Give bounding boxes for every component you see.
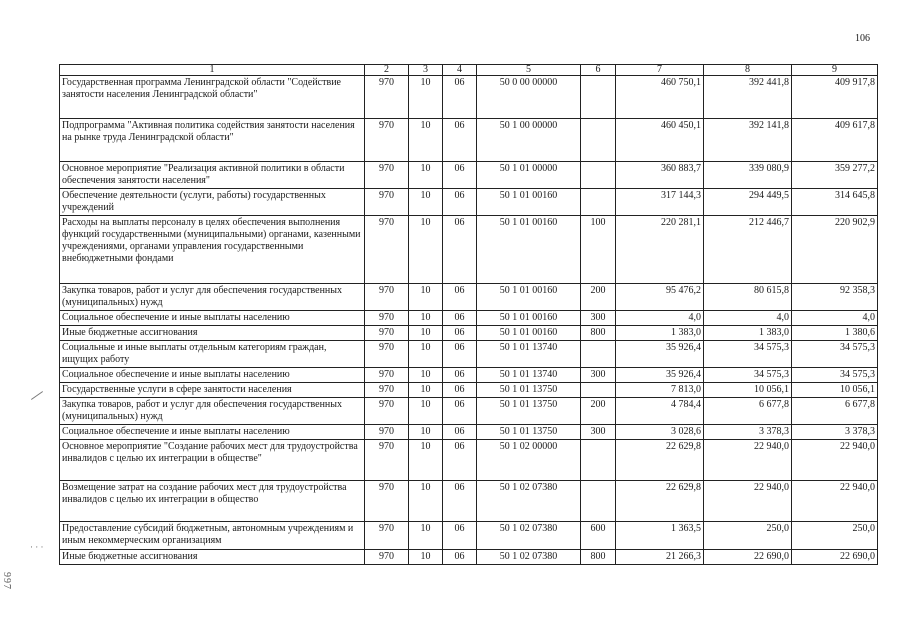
row-value-cell: 1 383,0 <box>616 326 704 341</box>
row-value-cell: 10 <box>409 481 443 522</box>
row-value-cell: 970 <box>365 425 409 440</box>
row-value-cell: 970 <box>365 481 409 522</box>
row-value-cell: 06 <box>443 398 477 425</box>
row-value-cell: 100 <box>581 216 616 284</box>
column-header: 6 <box>581 65 616 76</box>
row-value-cell: 3 378,3 <box>792 425 878 440</box>
table-row <box>60 481 878 522</box>
row-value-cell: 50 1 02 07380 <box>477 481 581 522</box>
row-value-cell: 06 <box>443 440 477 481</box>
row-value-cell: 970 <box>365 341 409 368</box>
margin-dots: · · · <box>30 542 44 552</box>
row-value-cell: 970 <box>365 76 409 119</box>
row-value-cell: 50 1 02 07380 <box>477 550 581 565</box>
row-value-cell: 317 144,3 <box>616 189 704 216</box>
row-value-cell: 92 358,3 <box>792 284 878 311</box>
row-value-cell: 1 383,0 <box>704 326 792 341</box>
table-row <box>60 119 878 162</box>
row-value-cell: 10 <box>409 425 443 440</box>
row-value-cell: 800 <box>581 326 616 341</box>
row-value-cell: 50 1 02 00000 <box>477 440 581 481</box>
table-row <box>60 425 878 440</box>
row-value-cell: 10 <box>409 311 443 326</box>
row-value-cell: 970 <box>365 119 409 162</box>
row-value-cell: 06 <box>443 216 477 284</box>
row-name-cell: Закупка товаров, работ и услуг для обеспечения государственных (муниципальных) нужд <box>60 284 365 311</box>
row-value-cell: 06 <box>443 341 477 368</box>
row-value-cell: 409 617,8 <box>792 119 878 162</box>
table-row <box>60 189 878 216</box>
row-value-cell: 600 <box>581 522 616 550</box>
row-value-cell: 50 1 01 00160 <box>477 216 581 284</box>
row-value-cell: 300 <box>581 425 616 440</box>
column-header: 4 <box>443 65 477 76</box>
row-value-cell: 220 281,1 <box>616 216 704 284</box>
table-row <box>60 284 878 311</box>
table-row <box>60 383 878 398</box>
row-value-cell: 06 <box>443 326 477 341</box>
row-value-cell: 10 056,1 <box>704 383 792 398</box>
table-body <box>60 76 878 565</box>
table-row <box>60 311 878 326</box>
table-row <box>60 162 878 189</box>
row-value-cell: 10 <box>409 189 443 216</box>
row-name-cell: Социальные и иные выплаты отдельным категориям граждан, ищущих работу <box>60 341 365 368</box>
row-value-cell: 22 940,0 <box>704 481 792 522</box>
column-header: 8 <box>704 65 792 76</box>
row-value-cell: 95 476,2 <box>616 284 704 311</box>
row-value-cell: 50 1 01 13750 <box>477 383 581 398</box>
budget-table <box>59 64 878 565</box>
row-value-cell: 10 <box>409 216 443 284</box>
column-header: 9 <box>792 65 878 76</box>
row-value-cell: 6 677,8 <box>792 398 878 425</box>
row-name-cell: Иные бюджетные ассигнования <box>60 326 365 341</box>
row-value-cell <box>581 481 616 522</box>
table-row <box>60 550 878 565</box>
row-value-cell: 06 <box>443 284 477 311</box>
row-name-cell: Основное мероприятие "Создание рабочих мест для трудоустройства инвалидов с целью их интеграции в обществе" <box>60 440 365 481</box>
row-name-cell: Предоставление субсидий бюджетным, автономным учреждениям и иным некоммерческим организациям <box>60 522 365 550</box>
header-row <box>60 65 878 76</box>
row-value-cell: 50 1 01 00160 <box>477 311 581 326</box>
row-value-cell: 50 1 00 00000 <box>477 119 581 162</box>
row-value-cell: 970 <box>365 550 409 565</box>
row-value-cell: 10 <box>409 284 443 311</box>
row-value-cell <box>581 341 616 368</box>
row-value-cell: 50 1 01 13740 <box>477 368 581 383</box>
column-header: 1 <box>60 65 365 76</box>
row-value-cell: 06 <box>443 189 477 216</box>
row-value-cell: 22 690,0 <box>704 550 792 565</box>
row-value-cell: 06 <box>443 425 477 440</box>
row-value-cell: 35 926,4 <box>616 341 704 368</box>
row-value-cell: 06 <box>443 481 477 522</box>
table-row <box>60 368 878 383</box>
row-value-cell: 460 750,1 <box>616 76 704 119</box>
row-value-cell: 970 <box>365 216 409 284</box>
row-value-cell <box>581 440 616 481</box>
row-value-cell: 970 <box>365 383 409 398</box>
row-value-cell: 10 <box>409 341 443 368</box>
row-value-cell: 250,0 <box>704 522 792 550</box>
row-value-cell: 10 <box>409 119 443 162</box>
table-row <box>60 341 878 368</box>
row-value-cell: 6 677,8 <box>704 398 792 425</box>
table-row <box>60 440 878 481</box>
table-row <box>60 522 878 550</box>
row-name-cell: Закупка товаров, работ и услуг для обеспечения государственных (муниципальных) нужд <box>60 398 365 425</box>
row-value-cell: 10 <box>409 550 443 565</box>
row-value-cell: 22 629,8 <box>616 440 704 481</box>
row-value-cell: 800 <box>581 550 616 565</box>
row-value-cell: 80 615,8 <box>704 284 792 311</box>
row-value-cell: 50 1 01 00160 <box>477 326 581 341</box>
row-value-cell <box>581 189 616 216</box>
row-value-cell: 06 <box>443 119 477 162</box>
row-value-cell: 34 575,3 <box>792 368 878 383</box>
row-value-cell: 10 <box>409 326 443 341</box>
row-value-cell: 50 1 01 13740 <box>477 341 581 368</box>
row-value-cell: 1 363,5 <box>616 522 704 550</box>
row-value-cell: 06 <box>443 522 477 550</box>
row-value-cell: 250,0 <box>792 522 878 550</box>
row-name-cell: Государственные услуги в сфере занятости населения <box>60 383 365 398</box>
row-value-cell: 22 629,8 <box>616 481 704 522</box>
column-header: 5 <box>477 65 581 76</box>
row-value-cell: 10 <box>409 522 443 550</box>
row-value-cell: 10 <box>409 398 443 425</box>
row-value-cell: 970 <box>365 522 409 550</box>
row-value-cell: 3 028,6 <box>616 425 704 440</box>
row-value-cell: 970 <box>365 440 409 481</box>
row-value-cell: 10 <box>409 383 443 398</box>
row-value-cell: 339 080,9 <box>704 162 792 189</box>
row-value-cell: 06 <box>443 76 477 119</box>
row-value-cell: 50 0 00 00000 <box>477 76 581 119</box>
table-row <box>60 76 878 119</box>
row-value-cell: 392 141,8 <box>704 119 792 162</box>
table-row <box>60 326 878 341</box>
row-value-cell: 409 917,8 <box>792 76 878 119</box>
row-value-cell: 294 449,5 <box>704 189 792 216</box>
row-value-cell: 10 <box>409 440 443 481</box>
column-header: 2 <box>365 65 409 76</box>
page-number: 106 <box>855 33 870 44</box>
row-value-cell: 4,0 <box>704 311 792 326</box>
row-value-cell: 34 575,3 <box>704 368 792 383</box>
row-value-cell: 220 902,9 <box>792 216 878 284</box>
row-value-cell <box>581 162 616 189</box>
table-row <box>60 216 878 284</box>
row-value-cell: 22 940,0 <box>792 440 878 481</box>
row-value-cell <box>581 119 616 162</box>
margin-pen-mark <box>31 391 43 400</box>
row-name-cell: Возмещение затрат на создание рабочих мест для трудоустройства инвалидов с целью их интеграции в общество <box>60 481 365 522</box>
row-value-cell: 300 <box>581 368 616 383</box>
row-value-cell: 50 1 01 13750 <box>477 398 581 425</box>
row-value-cell: 10 <box>409 368 443 383</box>
row-value-cell: 300 <box>581 311 616 326</box>
row-value-cell: 10 <box>409 76 443 119</box>
row-value-cell: 392 441,8 <box>704 76 792 119</box>
row-value-cell: 50 1 01 13750 <box>477 425 581 440</box>
row-value-cell: 4,0 <box>792 311 878 326</box>
row-value-cell: 21 266,3 <box>616 550 704 565</box>
row-value-cell: 06 <box>443 550 477 565</box>
row-name-cell: Подпрограмма "Активная политика содействия занятости населения на рынке труда Ленинградской области" <box>60 119 365 162</box>
row-name-cell: Иные бюджетные ассигнования <box>60 550 365 565</box>
row-name-cell: Социальное обеспечение и иные выплаты населению <box>60 368 365 383</box>
row-name-cell: Государственная программа Ленинградской области "Содействие занятости населения Ленинградской области" <box>60 76 365 119</box>
row-value-cell: 4,0 <box>616 311 704 326</box>
row-value-cell: 970 <box>365 311 409 326</box>
row-value-cell: 200 <box>581 398 616 425</box>
row-value-cell: 22 690,0 <box>792 550 878 565</box>
row-value-cell: 50 1 01 00160 <box>477 284 581 311</box>
row-name-cell: Расходы на выплаты персоналу в целях обеспечения выполнения функций государственными (муниципальными) органами, казенными учреждениями, органами управления государственными внебюджетными фондами <box>60 216 365 284</box>
row-value-cell: 970 <box>365 326 409 341</box>
row-value-cell: 22 940,0 <box>704 440 792 481</box>
row-value-cell: 200 <box>581 284 616 311</box>
column-header: 3 <box>409 65 443 76</box>
row-value-cell: 06 <box>443 368 477 383</box>
row-value-cell: 06 <box>443 383 477 398</box>
row-value-cell: 359 277,2 <box>792 162 878 189</box>
row-value-cell: 10 <box>409 162 443 189</box>
row-value-cell: 50 1 01 00160 <box>477 189 581 216</box>
row-value-cell: 06 <box>443 311 477 326</box>
row-value-cell: 7 813,0 <box>616 383 704 398</box>
table-row <box>60 398 878 425</box>
row-value-cell: 970 <box>365 398 409 425</box>
row-value-cell: 22 940,0 <box>792 481 878 522</box>
row-value-cell: 34 575,3 <box>704 341 792 368</box>
row-name-cell: Социальное обеспечение и иные выплаты населению <box>60 425 365 440</box>
row-value-cell: 50 1 02 07380 <box>477 522 581 550</box>
row-value-cell: 35 926,4 <box>616 368 704 383</box>
row-value-cell: 4 784,4 <box>616 398 704 425</box>
row-value-cell <box>581 383 616 398</box>
row-value-cell: 50 1 01 00000 <box>477 162 581 189</box>
row-value-cell <box>581 76 616 119</box>
row-value-cell: 10 056,1 <box>792 383 878 398</box>
column-header: 7 <box>616 65 704 76</box>
row-value-cell: 314 645,8 <box>792 189 878 216</box>
row-name-cell: Социальное обеспечение и иные выплаты населению <box>60 311 365 326</box>
row-value-cell: 212 446,7 <box>704 216 792 284</box>
row-value-cell: 970 <box>365 162 409 189</box>
row-name-cell: Обеспечение деятельности (услуги, работы) государственных учреждений <box>60 189 365 216</box>
row-value-cell: 970 <box>365 368 409 383</box>
row-value-cell: 970 <box>365 189 409 216</box>
row-value-cell: 970 <box>365 284 409 311</box>
row-value-cell: 360 883,7 <box>616 162 704 189</box>
row-value-cell: 34 575,3 <box>792 341 878 368</box>
row-value-cell: 460 450,1 <box>616 119 704 162</box>
margin-stamp: 997 <box>1 572 12 590</box>
row-name-cell: Основное мероприятие "Реализация активной политики в области обеспечения занятости населения" <box>60 162 365 189</box>
row-value-cell: 1 380,6 <box>792 326 878 341</box>
row-value-cell: 06 <box>443 162 477 189</box>
row-value-cell: 3 378,3 <box>704 425 792 440</box>
